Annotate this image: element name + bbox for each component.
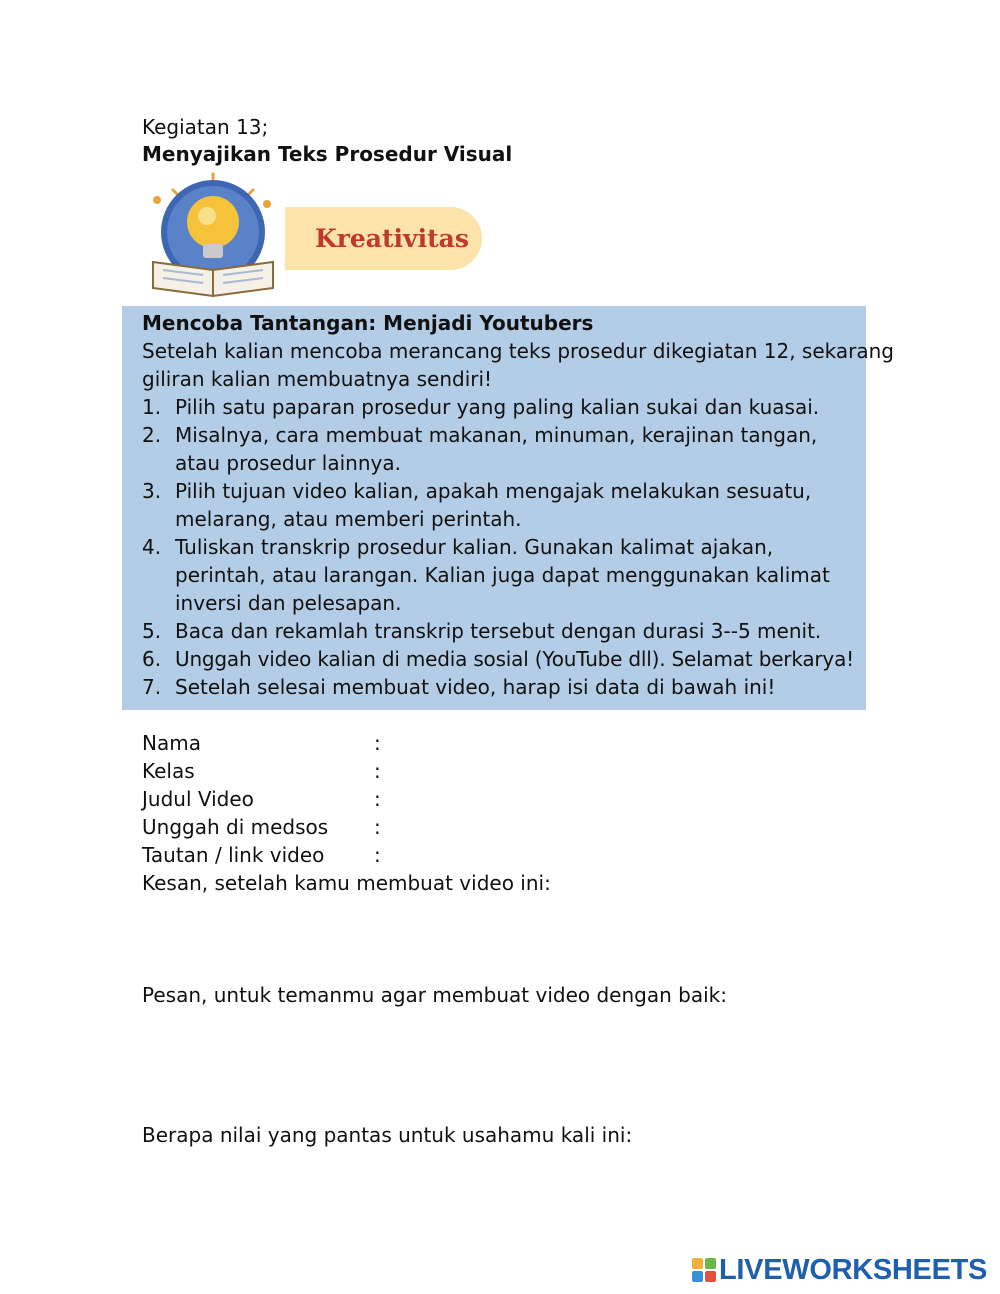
- challenge-intro-line: giliran kalian membuatnya sendiri!: [142, 367, 493, 391]
- field-label-unggah: Unggah di medsos: [142, 815, 329, 839]
- field-colon: :: [374, 843, 381, 867]
- list-item-continued: perintah, atau larangan. Kalian juga dapat menggunakan kalimat: [175, 563, 830, 587]
- field-label-judul-video: Judul Video: [142, 787, 254, 811]
- field-colon: :: [374, 731, 381, 755]
- lightbulb-book-icon: [145, 170, 295, 300]
- list-number: 1.: [142, 395, 162, 419]
- list-item-continued: inversi dan pelesapan.: [175, 591, 402, 615]
- list-number: 6.: [142, 647, 162, 671]
- list-item: Pilih satu paparan prosedur yang paling kalian sukai dan kuasai.: [175, 395, 820, 419]
- list-number: 4.: [142, 535, 162, 559]
- score-label: Berapa nilai yang pantas untuk usahamu kali ini:: [142, 1123, 633, 1147]
- list-item: Tuliskan transkrip prosedur kalian. Gunakan kalimat ajakan,: [175, 535, 774, 559]
- list-number: 3.: [142, 479, 162, 503]
- field-colon: :: [374, 787, 381, 811]
- list-number: 2.: [142, 423, 162, 447]
- list-item-continued: melarang, atau memberi perintah.: [175, 507, 522, 531]
- banner-title: Kreativitas: [315, 224, 469, 253]
- list-number: 5.: [142, 619, 162, 643]
- list-item: Unggah video kalian di media sosial (YouTube dll). Selamat berkarya!: [175, 647, 854, 671]
- challenge-title: Mencoba Tantangan: Menjadi Youtubers: [142, 311, 594, 335]
- logo-text: LIVEWORKSHEETS: [719, 1254, 988, 1286]
- logo-squares-icon: [692, 1258, 716, 1282]
- list-item: Setelah selesai membuat video, harap isi data di bawah ini!: [175, 675, 776, 699]
- page-title: Menyajikan Teks Prosedur Visual: [142, 142, 513, 166]
- message-label: Pesan, untuk temanmu agar membuat video dengan baik:: [142, 983, 727, 1007]
- field-colon: :: [374, 759, 381, 783]
- list-number: 7.: [142, 675, 162, 699]
- list-item: Pilih tujuan video kalian, apakah mengajak melakukan sesuatu,: [175, 479, 812, 503]
- field-colon: :: [374, 815, 381, 839]
- activity-number: Kegiatan 13;: [142, 115, 269, 139]
- challenge-intro-line: Setelah kalian mencoba merancang teks prosedur dikegiatan 12, sekarang: [142, 339, 894, 363]
- list-item-continued: atau prosedur lainnya.: [175, 451, 401, 475]
- field-label-kelas: Kelas: [142, 759, 195, 783]
- field-label-tautan: Tautan / link video: [142, 843, 325, 867]
- field-label-nama: Nama: [142, 731, 201, 755]
- impression-label: Kesan, setelah kamu membuat video ini:: [142, 871, 551, 895]
- list-item: Baca dan rekamlah transkrip tersebut dengan durasi 3--5 menit.: [175, 619, 822, 643]
- list-item: Misalnya, cara membuat makanan, minuman, kerajinan tangan,: [175, 423, 818, 447]
